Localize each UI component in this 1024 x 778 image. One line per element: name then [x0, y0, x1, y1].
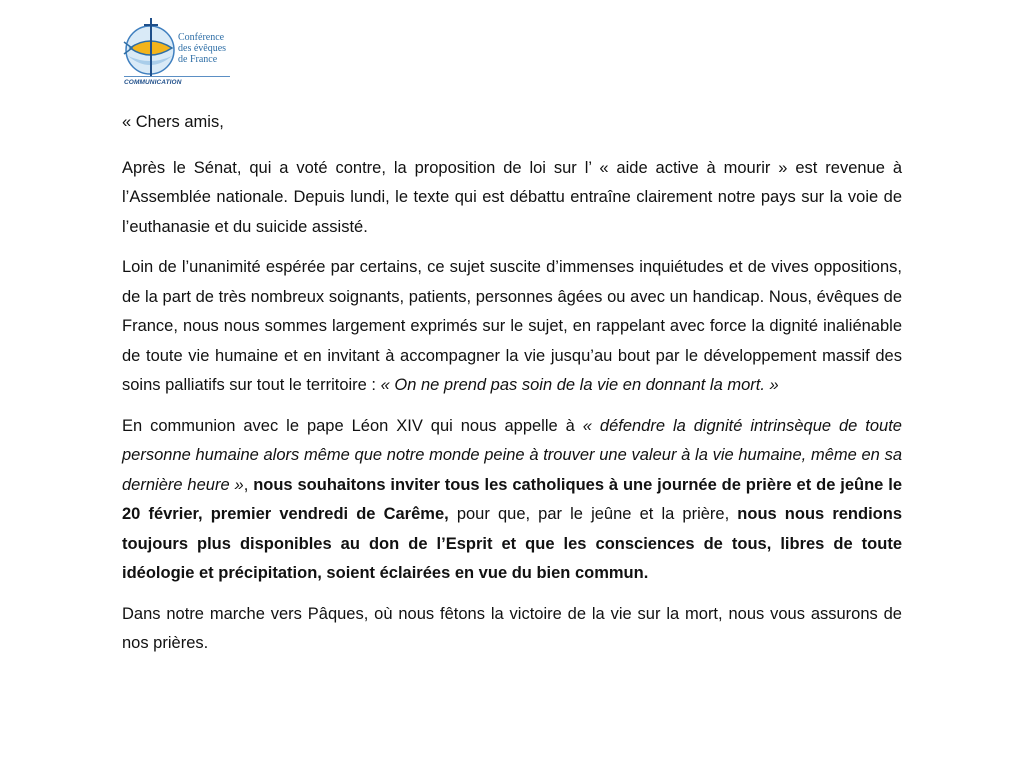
paragraph-invitation [122, 412, 902, 589]
paragraph-oppositions [122, 253, 902, 401]
invitation-bold: nous souhaitons inviter tous les catholiques à une journée de prière et de jeûne le 20 février, premier vendredi de Carême, [122, 475, 902, 523]
pope-quote: « défendre la dignité intrinsèque de toute personne humaine alors même que notre monde peine à trouver une valeur à la vie humaine, même en sa dernière heure » [122, 416, 902, 494]
logo-line: Conférence [178, 32, 225, 43]
letter-body [122, 108, 902, 670]
punctuation: , [243, 475, 254, 494]
logo-line: de France [178, 54, 218, 65]
quote: « On ne prend pas soin de la vie en donnant la mort. » [380, 376, 779, 394]
paragraph-text: En communion avec le pape Léon XIV qui nous appelle à [122, 416, 583, 435]
purpose-bold: nous nous rendions toujours plus disponibles au don de l’Esprit et que les consciences de tous, libres de toute idéologie et précipitation, soient éclairées en vue du bien commun. [122, 505, 903, 582]
logo-divider [124, 76, 230, 77]
paragraph-closing: Dans notre marche vers Pâques, où nous fêtons la victoire de la vie sur la mort, nous vous assurons de nos prières. [122, 604, 902, 652]
paragraph-text: Loin de l’unanimité espérée par certains, ce sujet suscite d’immenses inquiétudes et de vives oppositions, de la part de très nombreux soignants, patients, personnes âgées ou avec un handicap. Nous, évêques de France, nous nous sommes largement exprimés sur le sujet, en rappelant avec force la dignité inaliénable de toute vie humaine et en invitant à accompagner la vie jusqu’au bout par le développement massif des soins palliatifs sur tout le territoire : [122, 258, 902, 394]
greeting: « Chers amis, [122, 113, 224, 131]
cross-fish-globe-icon [120, 16, 180, 78]
paragraph-text: pour que, par le jeûne et la prière, [448, 505, 738, 523]
cef-logo [120, 16, 240, 90]
logo-department: COMMUNICATION [124, 79, 182, 86]
paragraph-senate: Après le Sénat, qui a voté contre, la proposition de loi sur l’ « aide active à mourir » est revenue à l’Assemblée nationale. Depuis lundi, le texte qui est débattu entraîne clairement notre pays sur la voie de l’euthanasie et du suicide assisté. [122, 158, 902, 236]
logo-wordmark [178, 32, 226, 65]
logo-line: des évêques [178, 43, 227, 54]
